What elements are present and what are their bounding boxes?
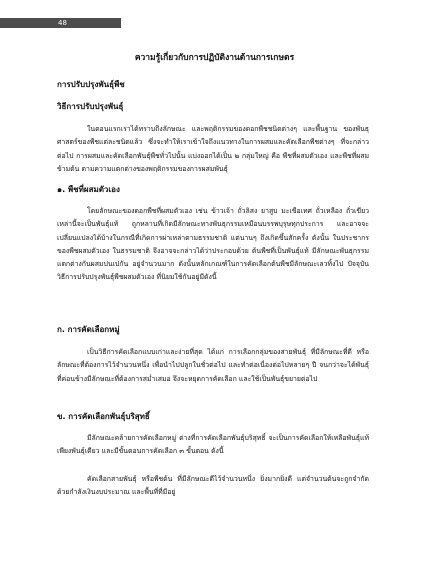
page-number: 48 [58, 19, 67, 27]
page-number-bar [0, 18, 121, 28]
sub-heading: วิธีการปรับปรุงพันธุ์ [57, 102, 124, 111]
section-a-paragraph: เป็นวิธีการคัดเลือกแบบเก่าและง่ายที่สุด ได้แก่ การเลือกกลุ่มของสายพันธุ์ ที่มีลักษณะที่ดี หรือลักษณะที่ต้องการไว้จำนวนหนึ่ง เพื่อนำไปปลูกในชั่วต่อไป และทำต่อเนื่องต่อไปหลายๆ ปี จนกว่าจะได้พันธุ์ที่ค่อนข้างมีลักษณะที่ต้องการสม่ำเสมอ จึงจะหยุดการคัดเลือก และใช้เป็นพันธุ์ขยายต่อไป [57, 348, 369, 383]
section-heading: การปรับปรุงพันธุ์พืช [57, 80, 125, 89]
intro-paragraph: ในตอนแรกเราได้ทราบถึงลักษณะ และพฤติกรรมของดอกพืชชนิดต่างๆ และพื้นฐาน ของพันธุศาสตร์ของพืชแต่ละชนิดแล้ว ซึ่งจะทำให้เราเข้าใจถึงแนวทางในการผสมและคัดเลือกพืชต่างๆ ที่จะกล่าวต่อไป การผสมและคัดเลือกพันธุ์พืชทั่วไปนั้น แบ่งออกได้เป็น ๒ กลุ่มใหญ่ คือ พืชที่ผสมตัวเอง และพืชที่ผสมข้ามต้น ตามความแตกต่างของพฤติกรรมของการผสมพันธุ์ [57, 125, 369, 173]
section-1-paragraph: โดยลักษณะของดอกพืชที่ผสมตัวเอง เช่น ข้าวเจ้า ถั่วลิสง ยาสูบ มะเขือเทศ ถั่วเหลือง ถั่วเขียวเหล่านี้จะเป็นพันธุ์แท้ ถูกหลานที่เกิดมีลักษณะทางพันธุกรรมเหมือนบรรพบุรุษทุกประการ และอาจจะเปลี่ยนแปลงได้บ้างในกรณีที่เกิดการผ่าเหล่าตามธรรมชาติ แต่นานๆ ถึงเกิดขึ้นสักครั้ง ดังนั้น ในประชากรของพืชผสมตัวเอง ในธรรมชาติ จึงอาจจะกล่าวได้ว่าประกอบด้วย ต้นพืชที่เป็นพันธุ์แท้ มีลักษณะพันธุกรรมแตกต่างกันผสมปนเปกัน อยู่จำนวนมาก ดังนั้นหลักเกณฑ์ในการคัดเลือกต้นพืชมีลักษณะเลวทิ้งไป ปัจจุบันวิธีการปรับปรุงพันธุ์พืชผสมตัวเอง ที่นิยมใช้กันอยู่มีดังนี้ [57, 207, 369, 282]
section-b-paragraph: มีลักษณะคล้ายการคัดเลือกหมู่ ต่างที่การคัดเลือกพันธุ์บริสุทธิ์ จะเป็นการคัดเลือกให้เหลือพันธุ์แท้เพียงพันธุ์เดียว และมีขั้นตอนการคัดเลือก ๓ ขั้นตอน ดังนี้ [57, 434, 369, 456]
section-a-heading: ก. การคัดเลือกหมู่ [57, 325, 120, 334]
page-title: ความรู้เกี่ยวกับการปฏิบัติงานด้านการเกษตร [134, 53, 295, 63]
section-b-heading: ข. การคัดเลือกพันธุ์บริสุทธิ์ [57, 412, 150, 421]
selection-step-paragraph: คัดเลือกสายพันธุ์ หรือพืชต้น ที่มีลักษณะดีไว้จำนวนหนึ่ง ยิ่งมากยิ่งดี แต่จำนวนต้นจะถูกจำกัดด้วยกำลังเงินงบประมาณ และพื้นที่ที่มีอยู่ [57, 475, 369, 497]
section-1-heading: ๑. พืชที่ผสมตัวเอง [57, 185, 120, 194]
